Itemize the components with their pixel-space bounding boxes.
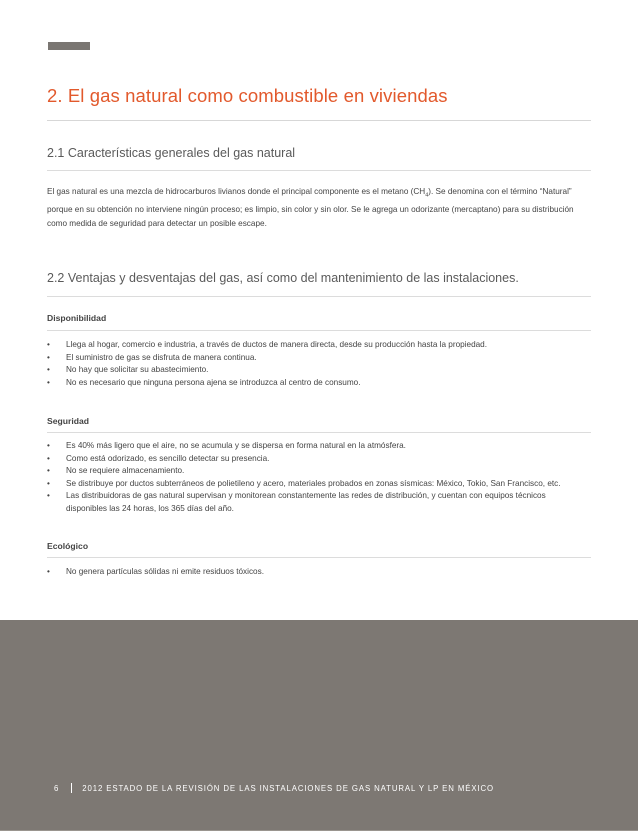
list-item [47, 453, 567, 466]
list-item-text: No es necesario que ninguna persona ajena se introduzca al centro de consumo. [66, 377, 361, 387]
disponibilidad-heading: Disponibilidad [47, 313, 107, 323]
list-item-text: Es 40% más ligero que el aire, no se acumula y se dispersa en forma natural en la atmósfera. [66, 441, 406, 450]
list-item-text: Como está odorizado, es sencillo detectar su presencia. [66, 453, 270, 463]
section-2-title: 2.2 Ventajas y desventajas del gas, así como del mantenimiento de las instalaciones. [47, 271, 519, 285]
footer-separator [71, 783, 72, 793]
seguridad-list [47, 440, 567, 515]
list-item [47, 465, 567, 478]
list-item [47, 440, 567, 453]
ecologico-divider [47, 557, 591, 558]
list-item-text: El suministro de gas se disfruta de manera continua. [66, 352, 257, 362]
disponibilidad-divider [47, 330, 591, 331]
list-item [47, 352, 595, 365]
list-item-text: No se requiere almacenamiento. [66, 466, 185, 475]
seguridad-divider [47, 432, 591, 433]
footer-band [0, 620, 638, 831]
footer-text [54, 783, 494, 793]
bullet: • [47, 491, 50, 500]
bullet: • [47, 478, 50, 488]
heading-divider [47, 120, 591, 121]
disponibilidad-list [47, 339, 595, 389]
bullet: • [47, 453, 50, 463]
footer-title: 2012 ESTADO DE LA REVISIÓN DE LAS INSTALACIONES DE GAS NATURAL Y LP EN MÉXICO [82, 784, 495, 793]
section-1-title: 2.1 Características generales del gas natural [47, 146, 296, 160]
bullet: • [47, 352, 50, 362]
top-accent-bar [48, 42, 90, 50]
list-item [47, 364, 595, 377]
para-text-2: ). Se denomina con el término “Natural” porque en su obtención no interviene ningún proceso; es limpio, sin color y sin olor. Se le agrega un odorizante (mercaptano) para su distribución como medida de seguridad para detectar un posible escape. [47, 187, 574, 228]
list-item [47, 566, 595, 579]
bullet: • [47, 441, 50, 450]
para-text-1: El gas natural es una mezcla de hidrocarburos livianos donde el principal componente es el metano (CH [47, 187, 426, 196]
page-heading: 2. El gas natural como combustible en viviendas [47, 85, 448, 106]
list-item-text: No hay que solicitar su abastecimiento. [66, 365, 209, 374]
para-subscript: 4 [425, 192, 429, 199]
section-2-divider [47, 296, 591, 297]
bullet: • [47, 466, 50, 475]
section-1-paragraph [47, 185, 595, 231]
ecologico-list [47, 566, 595, 579]
list-item [47, 490, 567, 515]
list-item [47, 377, 595, 390]
bullet: • [47, 365, 50, 374]
list-item-text: No genera partículas sólidas ni emite residuos tóxicos. [66, 567, 264, 576]
bullet: • [47, 567, 50, 576]
page-number: 6 [54, 784, 60, 793]
bullet: • [47, 340, 50, 349]
list-item [47, 339, 595, 352]
section-1-divider [47, 170, 591, 171]
list-item [47, 478, 567, 491]
seguridad-heading: Seguridad [47, 416, 90, 426]
bullet: • [47, 377, 50, 387]
list-item-text: Se distribuye por ductos subterráneos de polietileno y acero, materiales probados en zonas sísmicas: México, Tokio, San Francisco, etc. [66, 478, 561, 488]
list-item-text: Llega al hogar, comercio e industria, a través de ductos de manera directa, desde su producción hasta la propiedad. [66, 340, 488, 349]
ecologico-heading: Ecológico [47, 541, 89, 551]
list-item-text: Las distribuidoras de gas natural supervisan y monitorean constantemente las redes de distribución, y cuentan con equipos técnicos disponibles las 24 horas, los 365 días del año. [66, 491, 546, 513]
